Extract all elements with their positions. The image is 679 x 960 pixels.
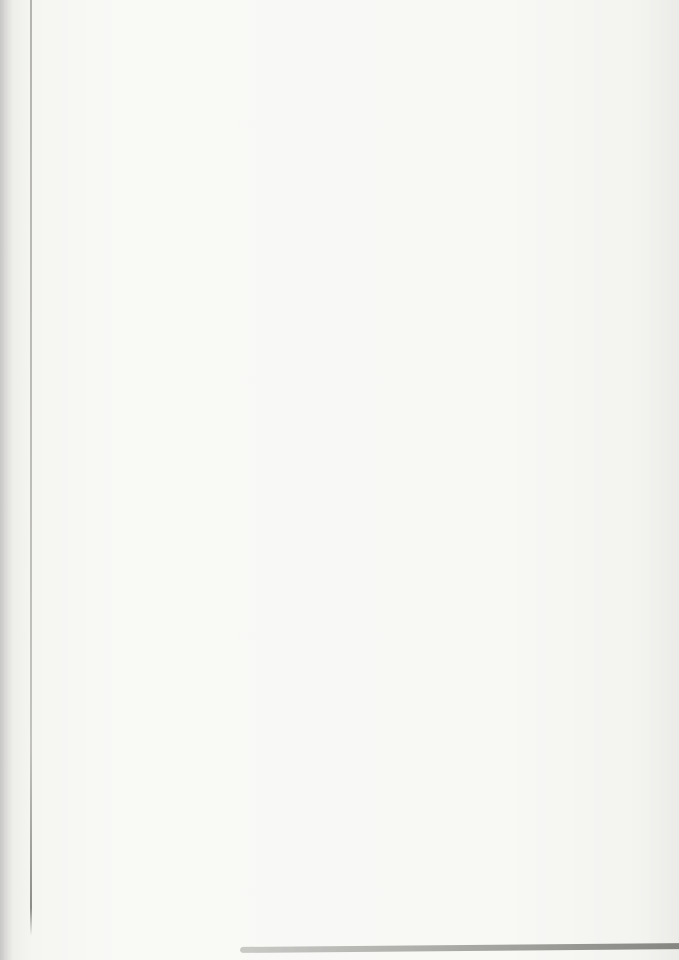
document-table [82, 30, 648, 34]
watermark [428, 806, 658, 870]
bottom-scan-band [240, 943, 679, 953]
page-crease-line [30, 0, 32, 936]
